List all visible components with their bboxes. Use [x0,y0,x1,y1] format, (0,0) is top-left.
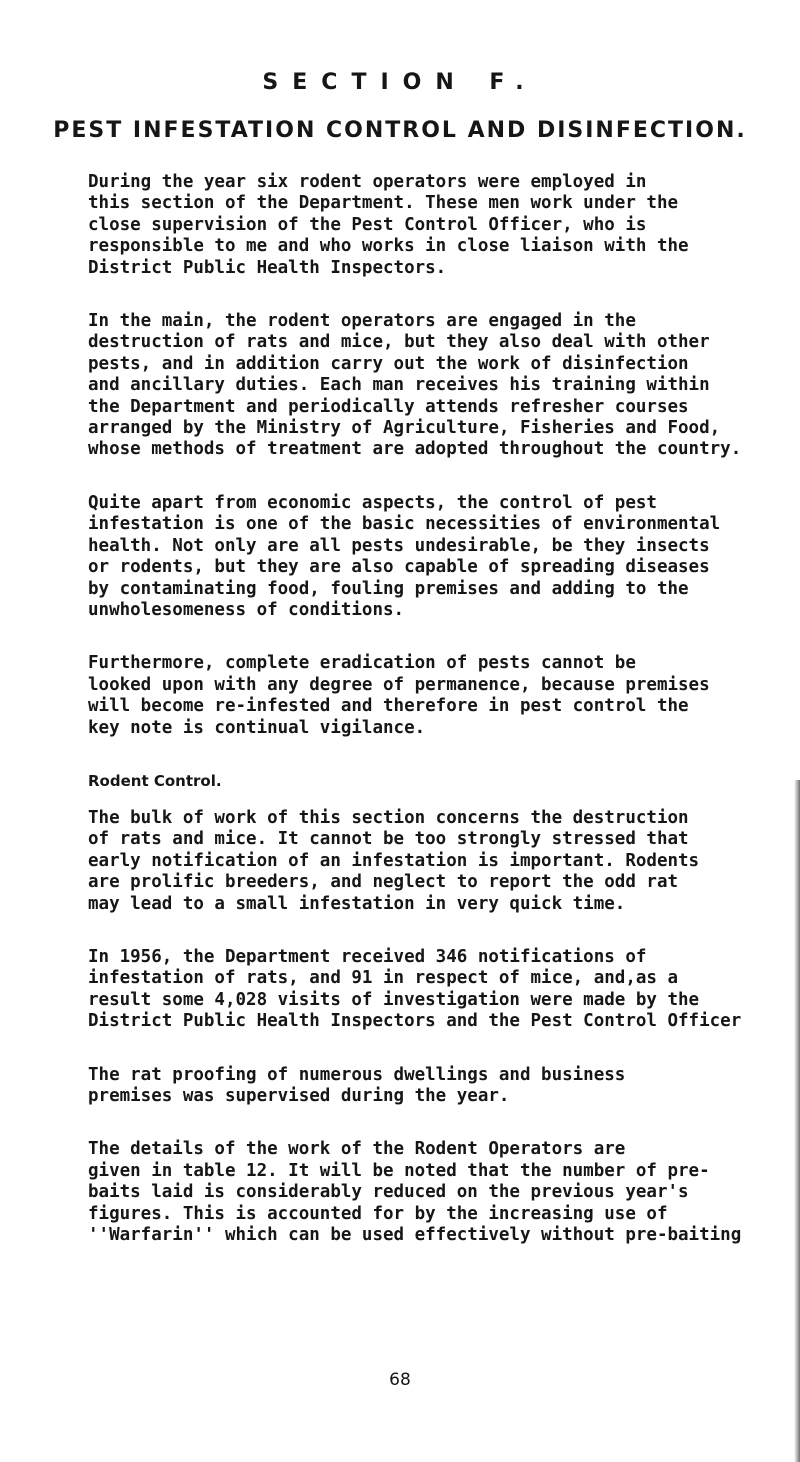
section-heading: SECTION F. [262,70,538,95]
paragraph-vigilance: Furthermore, complete eradication of pests cannot be looked upon with any degree of permanence, because premises will become re-infested and therefore in pest control the key note is continual vigilance. [88,653,710,738]
page-number: 68 [389,1370,411,1390]
paragraph-rats-and-mice: The bulk of work of this section concerns the destruction of rats and mice. It cannot be too strongly stressed that early notification of an infestation is important. Rodents are prolific breeders, and neglect to report the odd rat may lead to a small infestation in very quick time. [88,807,700,914]
paragraph-rat-proofing: The rat proofing of numerous dwellings and business premises was supervised during the year. [88,1064,626,1106]
paragraph-notifications: In 1956, the Department received 346 notifications of infestation of rats, and 91 in respect of mice, and,as a result some 4,028 visits of investigation were made by the District Public Health Inspectors and the Pest Control Officer [88,946,742,1032]
paragraph-rodent-operators: The details of the work of the Rodent Operators are given in table 12. It will be noted that the number of pre- baits laid is considerably reduced on the previous year's figures. This is accounted for by the increasing use of ''Warfarin'' which can be used effectively without pre-baiting [88,1139,742,1246]
scan-edge-shadow [794,780,800,1462]
body-text [88,172,788,1278]
paragraph-staffing: During the year six rodent operators were employed in this section of the Department. These men work under the close supervision of the Pest Control Officer, who is responsible to me and who works in close liaison with the District Public Health Inspectors. [88,172,689,278]
subheading-rodent-control: Rodent Control. [88,771,222,790]
paragraph-health-aspects: Quite apart from economic aspects, the control of pest infestation is one of the basic necessities of environmental health. Not only are all pests undesirable, be they insects or rodents, but they are also capable of spreading diseases by contaminating food, fouling premises and adding to the unwholesomeness of conditions. [88,492,721,620]
paragraph-duties: In the main, the rodent operators are engaged in the destruction of rats and mice, but they also deal with other pests, and in addition carry out the work of disinfection and ancillary duties. Each man receives his training within the Department and periodically attends refresher courses arranged by the Ministry of Agriculture, Fisheries and Food, whose methods of treatment are adopted throughout the country. [88,311,742,460]
page-title: PEST INFESTATION CONTROL AND DISINFECTION. [53,118,747,143]
